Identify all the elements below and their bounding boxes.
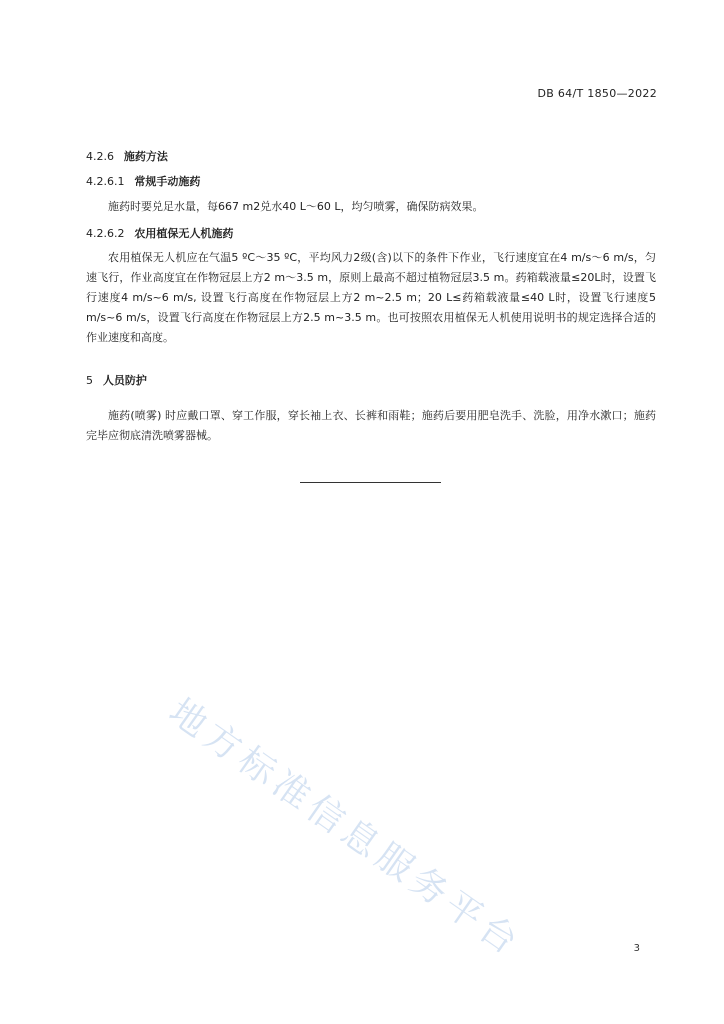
section-4-2-6-2-heading — [86, 226, 656, 242]
section-4-2-6-1-heading — [86, 174, 656, 190]
section-4-2-6-heading — [86, 149, 656, 165]
standard-code: DB 64/T 1850—2022 — [537, 87, 657, 100]
section-number: 4.2.6.1 — [86, 175, 125, 188]
section-number: 4.2.6 — [86, 150, 114, 163]
section-4-2-6-1-paragraph: 施药时要兑足水量，每667 m2兑水40 L～60 L，均匀喷雾，确保防病效果。 — [108, 200, 484, 213]
section-number: 4.2.6.2 — [86, 227, 125, 240]
watermark: 地方标准信息服务平台 — [161, 691, 530, 966]
section-title: 施药方法 — [123, 150, 168, 163]
section-5-heading — [86, 373, 656, 389]
section-4-2-6-2-paragraph: 农用植保无人机应在气温5 ºC～35 ºC，平均风力2级(含)以下的条件下作业，飞行速度宜在4 m/s～6 m/s，匀速飞行，作业高度宜在作物冠层上方2 m～3.5 m，原则上最高不超过植物冠层3.5 m。药箱载液量≤20L时，设置飞行速度4 m/s~6 m/s, 设置飞行高度在作物冠层上方2 m~2.5 m；20 L≤药箱载液量≤40 L时，设置飞行速度5 m/s~6 m/s，设置飞行高度在作物冠层上方2.5 m~3.5 m。也可按照农用植保无人机使用说明书的规定选择合适的作业速度和高度。 — [86, 251, 656, 344]
section-title: 人员防护 — [102, 374, 147, 387]
document-body — [86, 147, 656, 446]
page-number: 3 — [633, 943, 640, 954]
section-number: 5 — [86, 374, 93, 387]
section-5-paragraph: 施药(喷雾) 时应戴口罩、穿工作服，穿长袖上衣、长裤和雨鞋；施药后要用肥皂洗手、洗脸，用净水漱口；施药完毕应彻底清洗喷雾器械。 — [86, 409, 656, 442]
section-title: 农用植保无人机施药 — [134, 227, 234, 240]
section-title: 常规手动施药 — [134, 175, 201, 188]
end-rule — [300, 482, 441, 483]
